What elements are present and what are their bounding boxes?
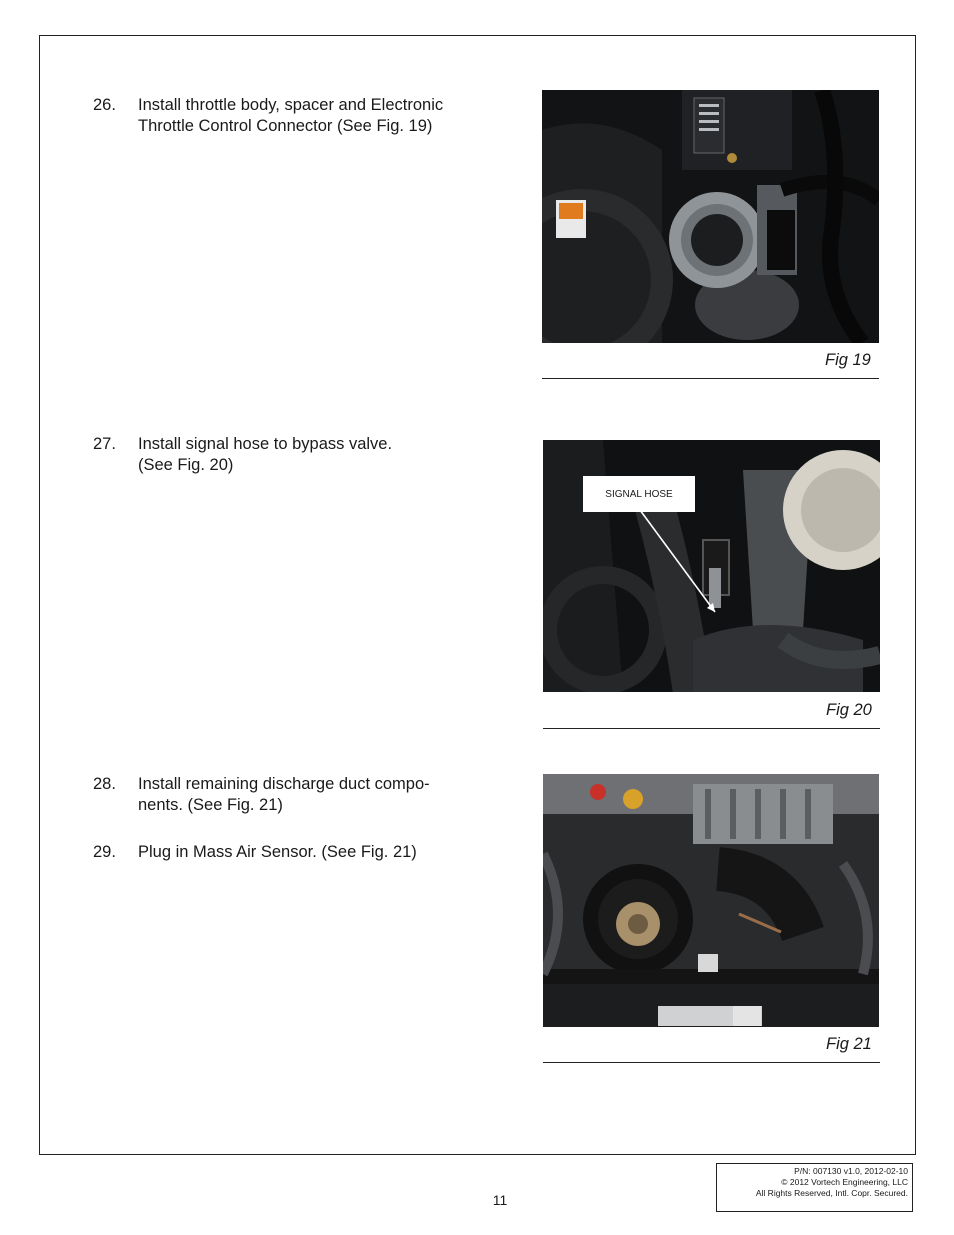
fig21-caption: Fig 21 xyxy=(826,1035,872,1053)
step-text: Plug in Mass Air Sensor. (See Fig. 21) xyxy=(138,843,417,861)
step-28 xyxy=(93,774,493,818)
fig19-photo xyxy=(542,90,879,343)
step-26 xyxy=(93,95,493,139)
step-number: 29. xyxy=(93,843,116,861)
part-number: P/N: 007130 v1.0, 2012-02-10 xyxy=(794,1166,908,1176)
fig19-divider xyxy=(542,378,879,379)
step-number: 28. xyxy=(93,775,116,793)
fig20-divider xyxy=(543,728,880,729)
step-number: 27. xyxy=(93,435,116,453)
step-29 xyxy=(93,842,493,864)
fig20-photo xyxy=(543,440,880,692)
step-number: 26. xyxy=(93,96,116,114)
copyright-line: © 2012 Vortech Engineering, LLC xyxy=(781,1177,908,1187)
fig20-caption: Fig 20 xyxy=(826,701,872,719)
step-text: Install throttle body, spacer and Electronic Throttle Control Connector (See Fig. 19) xyxy=(138,96,444,135)
fig21-photo xyxy=(543,774,879,1027)
fig19-caption: Fig 19 xyxy=(825,351,871,369)
step-text: Install remaining discharge duct compo-nents. (See Fig. 21) xyxy=(138,775,430,814)
page-number: 11 xyxy=(492,1192,508,1208)
copyright-box xyxy=(716,1163,913,1212)
step-27 xyxy=(93,434,493,478)
rights-line: All Rights Reserved, Intl. Copr. Secured. xyxy=(755,1188,908,1198)
step-text: Install signal hose to bypass valve. (See Fig. 20) xyxy=(138,435,393,474)
fig21-divider xyxy=(543,1062,880,1063)
signal-hose-callout: SIGNAL HOSE xyxy=(583,476,695,512)
